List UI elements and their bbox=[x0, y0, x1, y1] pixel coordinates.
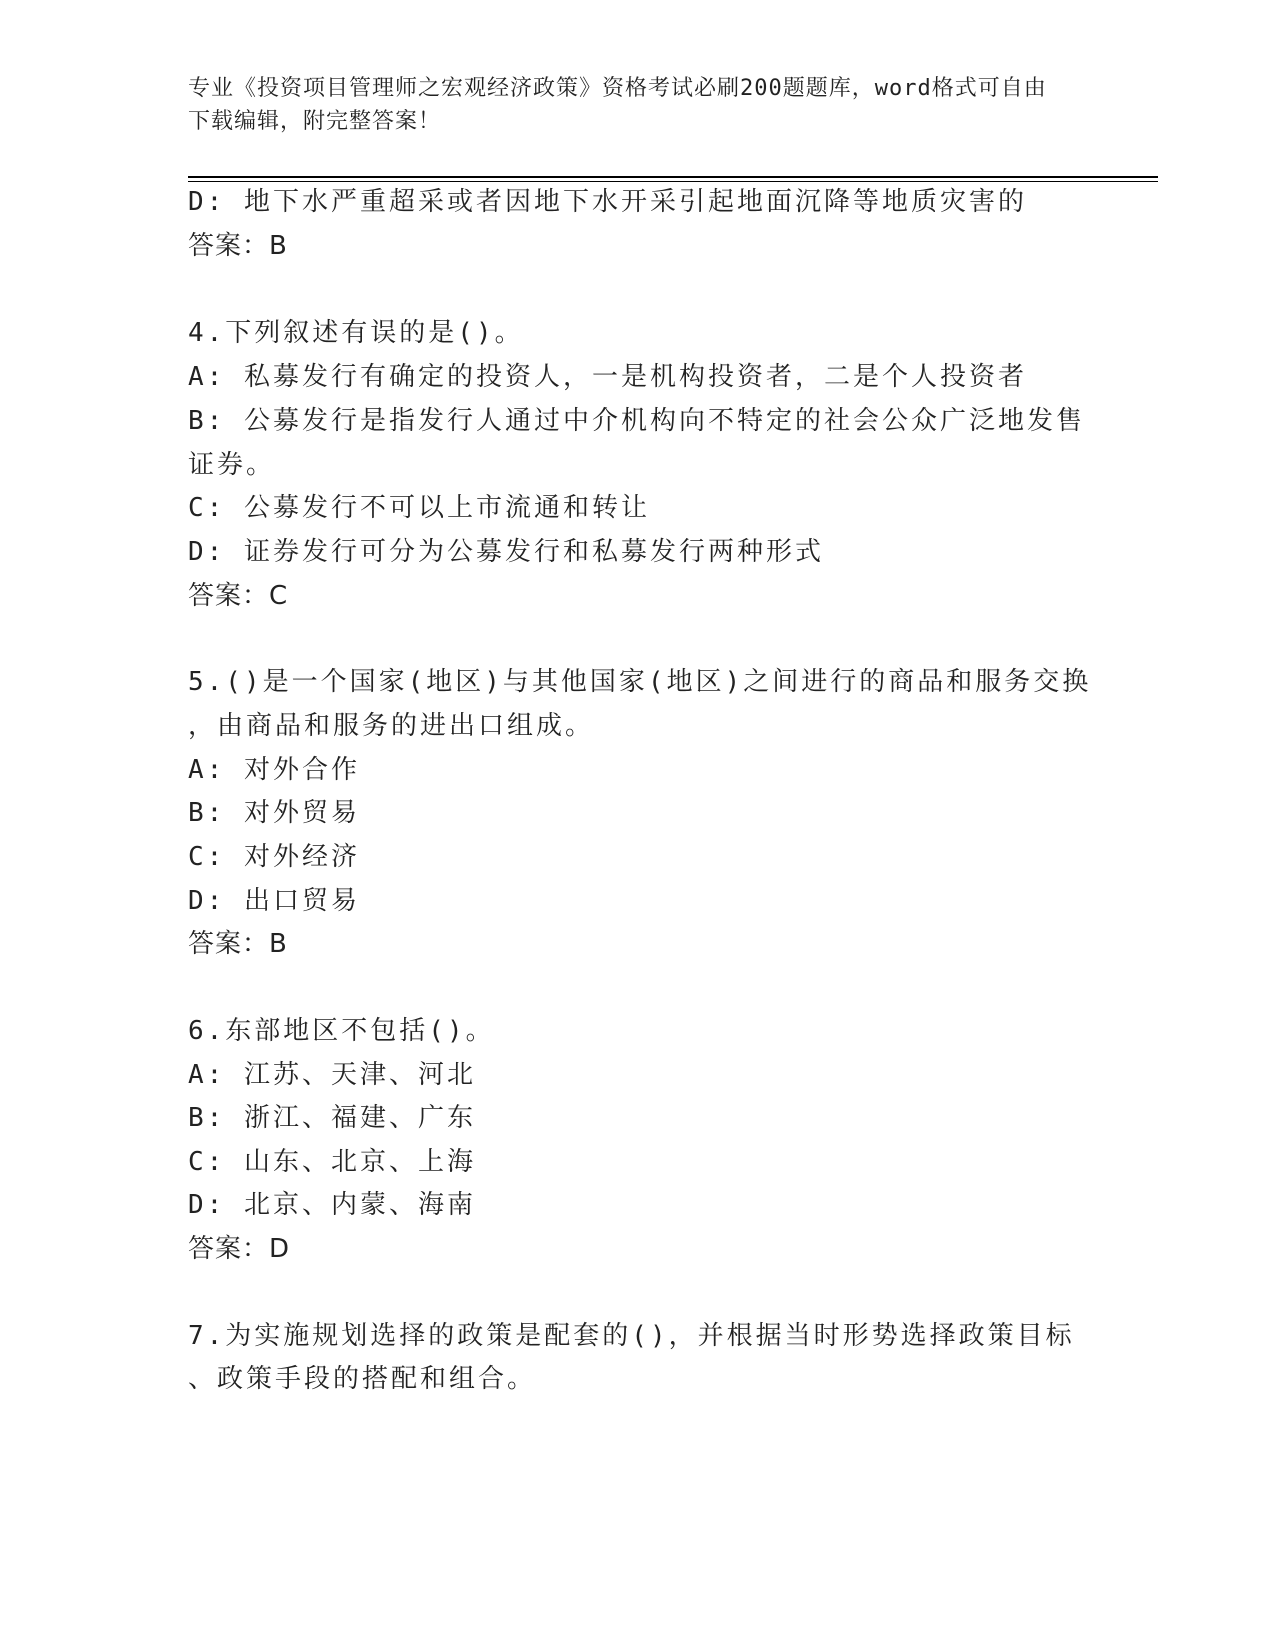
q7-stem-continued: 、政策手段的搭配和组合。 bbox=[188, 1364, 537, 1394]
q6-option-d: D: 北京、内蒙、海南 bbox=[188, 1190, 476, 1220]
header-title: 专业《投资项目管理师之宏观经济政策》资格考试必刷200题题库，word格式可自由下载编辑，附完整答案！ bbox=[188, 76, 1047, 134]
q6-answer: 答案：D bbox=[188, 1234, 291, 1264]
q5-option-a: A: 对外合作 bbox=[188, 755, 360, 785]
q6-stem: 6.东部地区不包括()。 bbox=[188, 1016, 495, 1046]
q4-stem: 4.下列叙述有误的是()。 bbox=[188, 318, 524, 348]
q6-option-b: B: 浙江、福建、广东 bbox=[188, 1103, 476, 1133]
q5-option-d: D: 出口贸易 bbox=[188, 886, 360, 916]
q6-option-c: C: 山东、北京、上海 bbox=[188, 1147, 476, 1177]
q6-option-a: A: 江苏、天津、河北 bbox=[188, 1060, 476, 1090]
q5-stem: 5.()是一个国家(地区)与其他国家(地区)之间进行的商品和服务交换 bbox=[188, 667, 1092, 697]
q5-answer: 答案：B bbox=[188, 929, 288, 959]
q5-option-b: B: 对外贸易 bbox=[188, 798, 360, 828]
q4-option-d: D: 证券发行可分为公募发行和私募发行两种形式 bbox=[188, 537, 824, 567]
q7-stem: 7.为实施规划选择的政策是配套的()，并根据当时形势选择政策目标 bbox=[188, 1321, 1075, 1351]
q5-stem-continued: ，由商品和服务的进出口组成。 bbox=[188, 711, 595, 741]
q4-option-a: A: 私募发行有确定的投资人，一是机构投资者，二是个人投资者 bbox=[188, 362, 1027, 392]
q4-option-c: C: 公募发行不可以上市流通和转让 bbox=[188, 493, 650, 523]
header-divider-thin bbox=[188, 181, 1158, 182]
q4-answer: 答案：C bbox=[188, 581, 289, 611]
header-divider-thick bbox=[188, 176, 1158, 178]
q3-option-d: D: 地下水严重超采或者因地下水开采引起地面沉降等地质灾害的 bbox=[188, 187, 1027, 217]
document-header bbox=[188, 72, 1068, 138]
q4-option-b: B: 公募发行是指发行人通过中介机构向不特定的社会公众广泛地发售 bbox=[188, 406, 1085, 436]
q4-option-b-continued: 证券。 bbox=[188, 450, 276, 480]
q3-answer: 答案：B bbox=[188, 231, 288, 261]
q5-option-c: C: 对外经济 bbox=[188, 842, 360, 872]
